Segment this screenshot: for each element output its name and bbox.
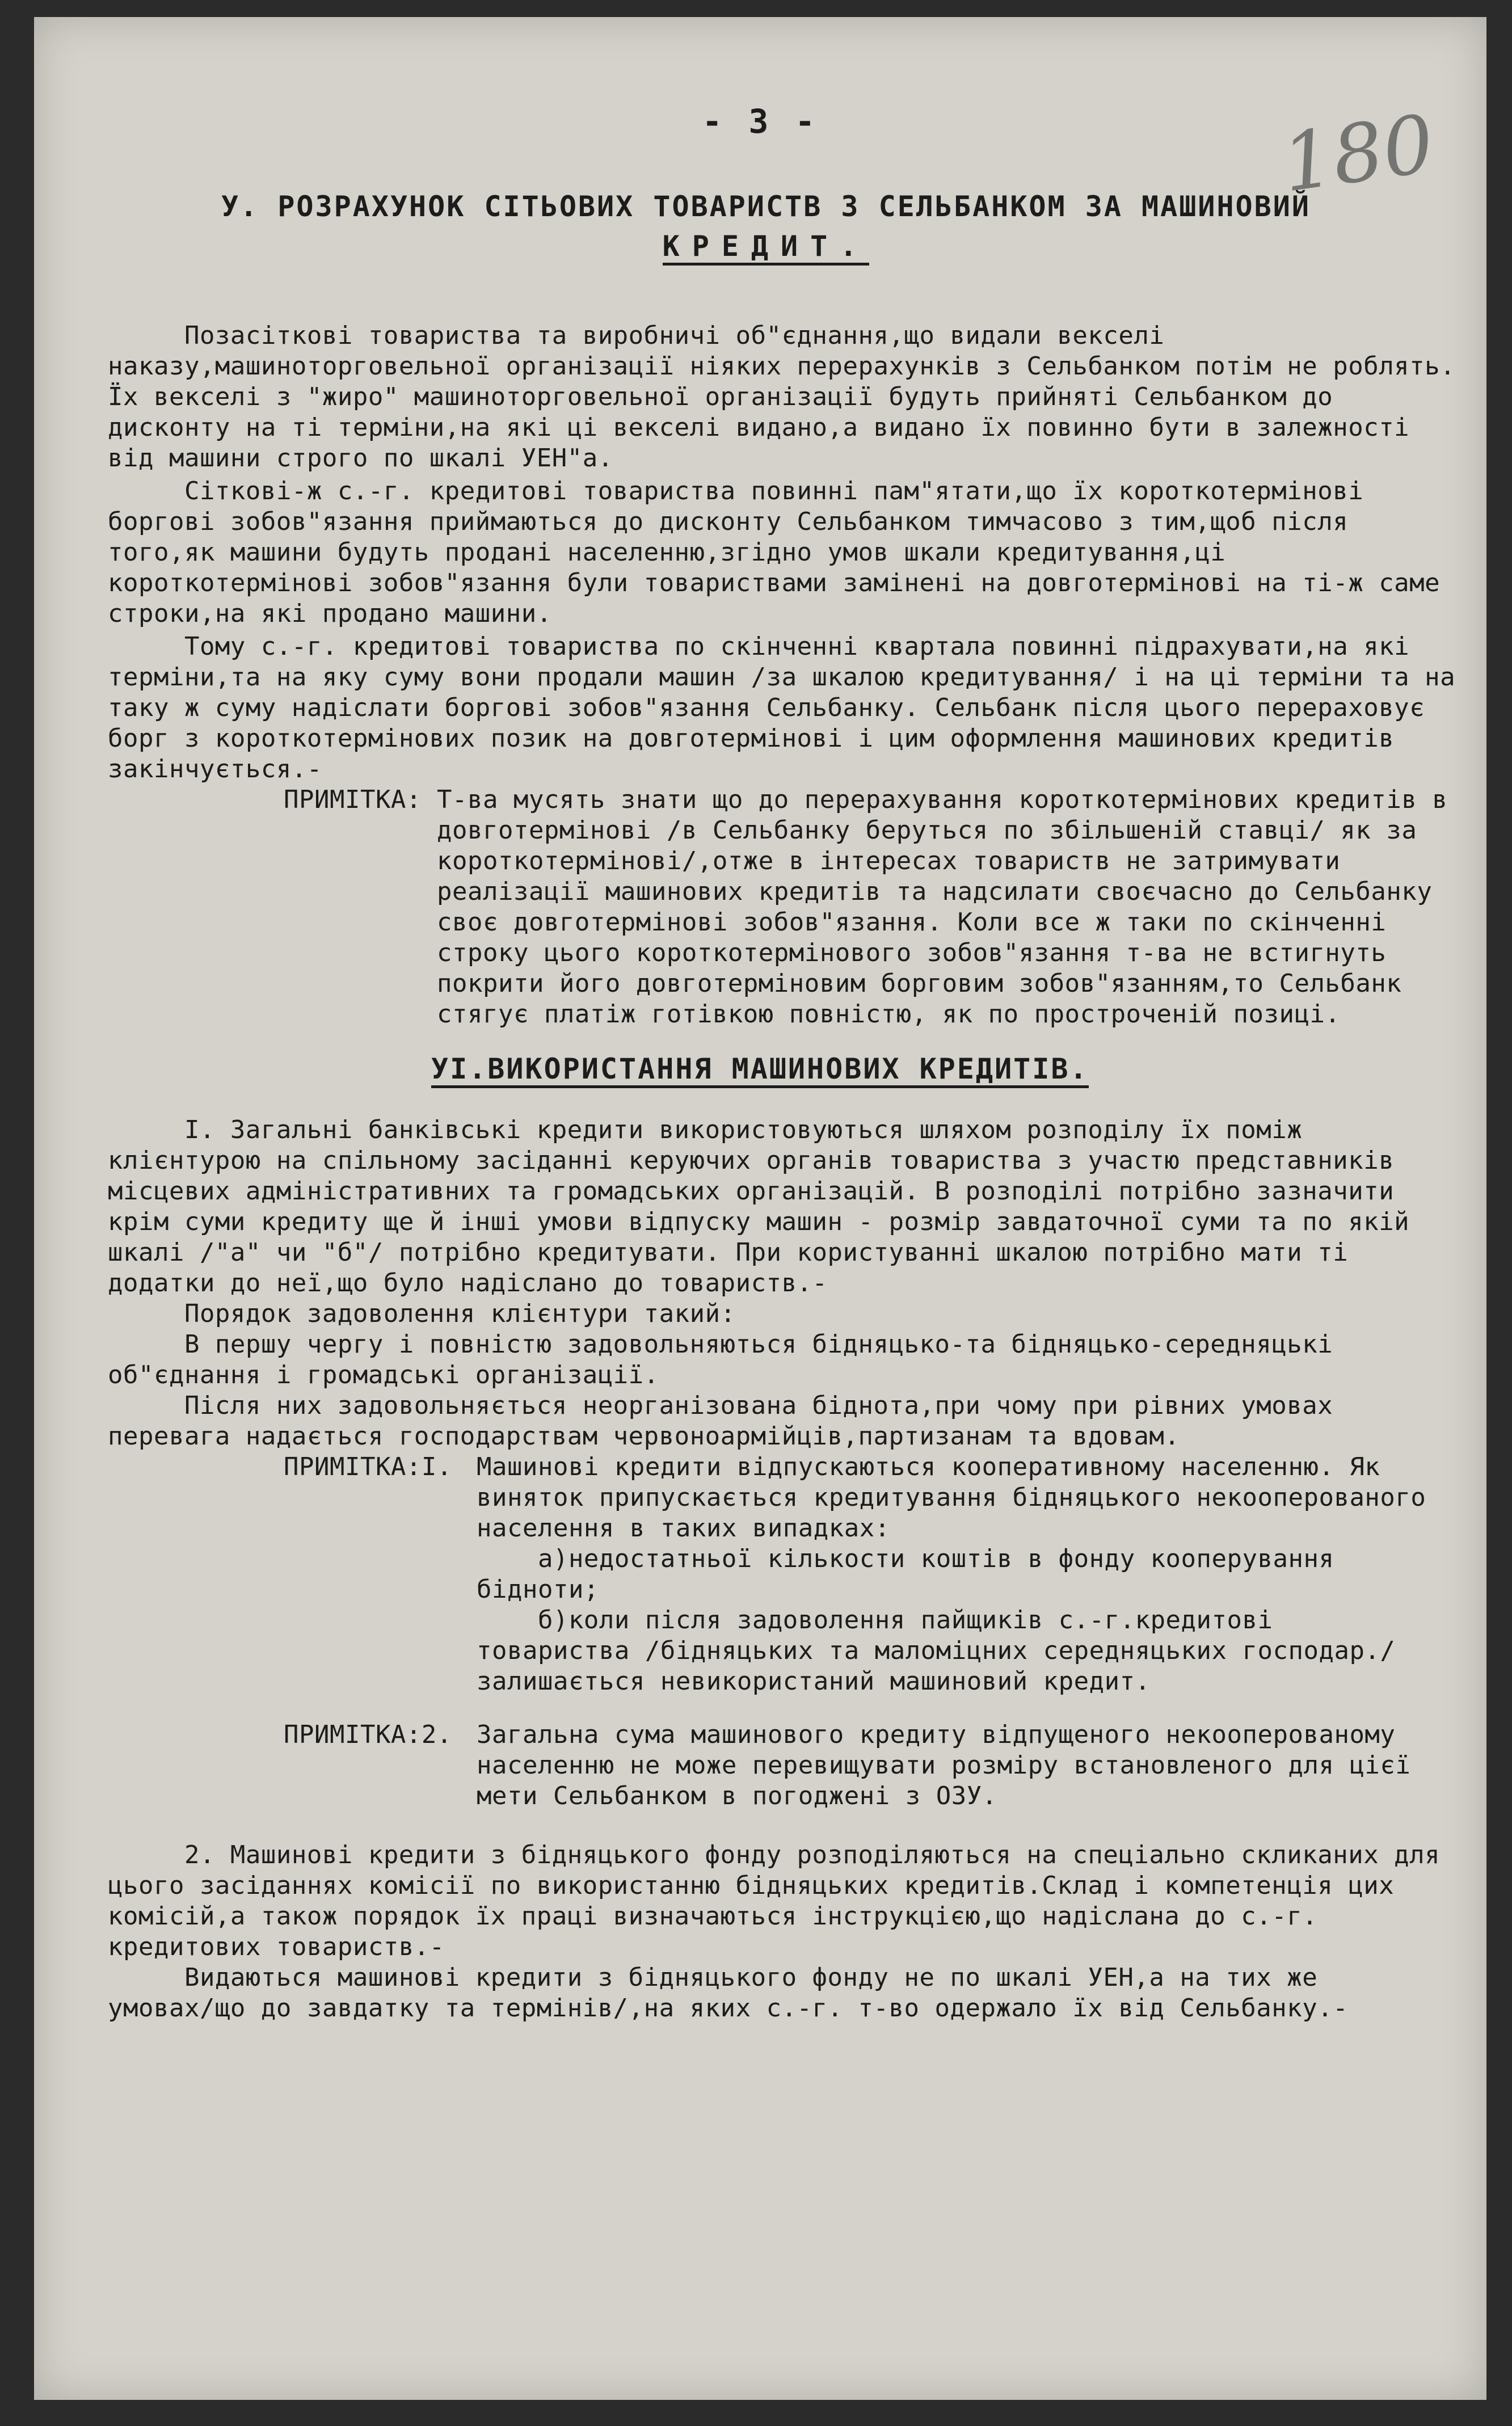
section5-title-line2-text: КРЕДИТ. [663, 230, 870, 266]
section5-paragraph2: Сіткові-ж с.-г. кредитові товариства повинні пам"ятати,що їх короткотермінові боргові зобов"язання приймаються до дисконту Сельбанком тимчасово з тим,щоб після того,як машини будуть продані населенню,згідно умов шкали кредитування,ці короткотермінові зобов"язання були товариствами замінені на довготермінові на ті-ж саме строки,на які продано машини. [108, 477, 1441, 628]
section6-item2-cont: Видаються машинові кредити з бідняцького фонду не по шкалі УЕН,а на тих же умовах/що до завдатку та термінів/,на яких с.-г. т-во одержало їх від Сельбанку.- [108, 1963, 1349, 2023]
section6-note2-label: ПРИМІТКА:2. [284, 1720, 452, 1749]
section5-title-line2 [170, 230, 1362, 263]
section6-note2-text: Загальна сума машинового кредиту відпущеного некооперованому населенню не може перевищувати розміру встановленого для цієї мети Сельбанком в погоджені з ОЗУ. [477, 1720, 1411, 1810]
section6-item2: 2. Машинові кредити з бідняцького фонду розподіляються на спеціально скликаних для цього засіданнях комісії по використанню бідняцьких кредитів.Склад і компетенція цих комісій,а також порядок їх праці визначаються інструкцією,що надіслана до с.-г. кредитових товариств.- [108, 1840, 1441, 1961]
section5-note-label: ПРИМІТКА: [284, 785, 422, 814]
section6-note1-text: Машинові кредити відпускаються кооперативному населенню. Як виняток припускається кредитування бідняцького некооперованого населення в таких випадках: [477, 1452, 1426, 1543]
archive-number: 180 [1276, 98, 1440, 210]
section6-note1-case-a: а)недостатньої кількости коштів в фонду кооперування бідноти; [477, 1544, 1334, 1604]
document-page [34, 17, 1486, 2400]
page-number: - 3 - [702, 102, 819, 141]
section6-item1: І. Загальні банківські кредити використовуються шляхом розподілу їх поміж клієнтурою на спільному засіданні керуючих органів товариства з участю представників місцевих адміністративних та громадських організацій. В розподілі потрібно зазначити крім суми кредиту ще й інші умови відпуску машин - розмір завдаточної суми та по якій шкалі /"а" чи "б"/ потрібно кредитувати. При користуванні шкалою потрібно мати ті додатки до неї,що було надіслано до товариств.- [108, 1115, 1410, 1298]
section5-note-text: Т-ва мусять знати що до перерахування короткотермінових кредитів в довготермінові /в Сельбанку беруться по збільшеній ставці/ як за короткотермінові/,отже в інтересах товариств не затримувати реалізації машинових кредитів та надсилати своєчасно до Сельбанку своє довготермінові зобов"язання. Коли все ж таки по скінченні строку цього короткотермінового зобов"язання т-ва не встигнуть покрити його довготерміновим борговим зобов"язанням,то Сельбанк стягує платіж готівкою повністю, як по простроченій позиці. [437, 785, 1448, 1029]
section6-order1: В першу чергу і повністю задовольняються бідняцько-та бідняцько-середняцькі об"єднання і громадські організації. [108, 1330, 1333, 1389]
section6-note1-label: ПРИМІТКА:І. [284, 1452, 452, 1481]
section5-paragraph3: Тому с.-г. кредитові товариства по скінченні квартала повинні підрахувати,на які терміни,та на яку суму вони продали машин /за шкалою кредитування/ і на ці терміни та на таку ж суму надіслати боргові зобов"язання Сельбанку. Сельбанк після цього перераховує борг з короткотермінових позик на довготермінові і цим оформлення машинових кредитів закінчується.- [108, 632, 1456, 784]
section5-title-line1: У. РОЗРАХУНОК СІТЬОВИХ ТОВАРИСТВ З СЕЛЬБАНКОМ ЗА МАШИНОВИЙ [221, 190, 1311, 223]
section5-paragraph1: Позасіткові товариства та виробничі об"єднання,що видали векселі наказу,машиноторговельної організації ніяких перерахунків з Сельбанком потім не роблять. Їх векселі з "жиро" машиноторговельної організації будуть прийняті Сельбанком до дисконту на ті терміни,на які ці векселі видано,а видано їх повинно бути в залежності від машини строго по шкалі УЕН"а. [108, 321, 1456, 473]
section6-title: УІ.ВИКОРИСТАННЯ МАШИНОВИХ КРЕДИТІВ. [431, 1052, 1089, 1088]
section6-order-intro: Порядок задоволення клієнтури такий: [108, 1299, 736, 1328]
section6-note1-case-b: б)коли після задоволення пайщиків с.-г.кредитові товариства /бідняцьких та маломіцних середняцьких господар./ залишається невикористаний машиновий кредит. [477, 1606, 1396, 1696]
section6-order2: Після них задовольняється неорганізована біднота,при чому при рівних умовах перевага надається господарствам червоноармійців,партизанам та вдовам. [108, 1391, 1333, 1451]
